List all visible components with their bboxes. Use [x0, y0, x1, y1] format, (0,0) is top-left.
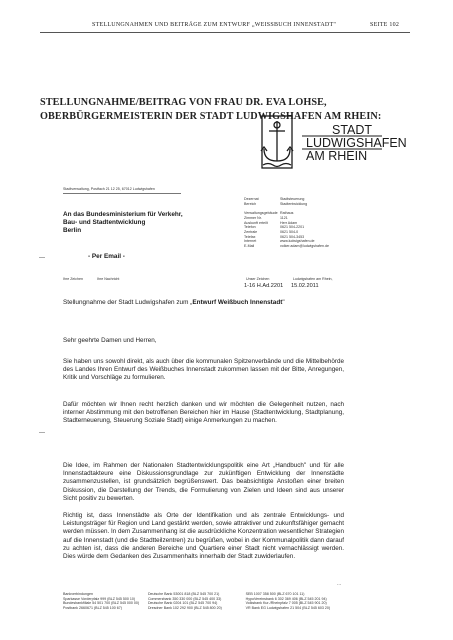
recipient-line: An das Bundesministerium für Verkehr, — [63, 211, 183, 218]
footer-column: Deutsche Bank 53001 818 (BLZ 545 700 21) Commerzbank 350 330 000 (BLZ 545 400 33) Deutsche Bank 0204 101 (BLZ 545 700 94) Dresdner Bank 102 292 900 (BLZ 545 800 20) — [147, 592, 222, 610]
anchor-icon — [252, 113, 412, 173]
letter-subject: Stellungnahme der Stadt Ludwigshafen zum „Entwurf Weißbuch Innenstadt" — [63, 299, 285, 306]
ref-label: Ihre Zeichen — [63, 277, 83, 281]
punch-mark: — — [39, 430, 45, 436]
reference-values — [244, 283, 319, 289]
recipient-address — [63, 211, 183, 235]
page-title-line-2: OBERBÜRGERMEISTERIN DER STADT LUDWIGSHAFEN AM RHEIN: — [40, 111, 382, 122]
info-row: Dezernat Stadtsteuerung — [244, 197, 305, 201]
logo-line-2: LUDWIGSHAFEN — [306, 136, 407, 150]
info-row: Bereich Stadtentwicklung — [244, 201, 308, 206]
letter-date: 15.02.2011 — [291, 283, 319, 289]
footer-column: Bankverbindungen Sparkasse Vorderpfalz 999 (BLZ 545 500 10) Bundesbankfiliale 54 501 700 (BLZ 545 000 00) Postbank 2660671 (BLZ 545 100 67) — [63, 592, 140, 610]
page-title-line-1: STELLUNGNAHME/BEITRAG VON FRAU DR. EVA LOHSE, — [40, 97, 327, 108]
fold-mark: — — [39, 255, 45, 261]
info-row: Internet www.ludwigshafen.de — [244, 239, 315, 244]
info-row: Zentrale 0621 504-0 — [244, 229, 299, 234]
continuation-dots: ... — [337, 581, 342, 587]
info-row: Telefon 0621 504-2201 — [244, 225, 305, 230]
our-reference: 1-16 H.Ad.2201 — [244, 283, 284, 289]
sender-address-line: Stadtverwaltung, Postfach 21 12 25, 67012 Ludwigshafen — [63, 187, 155, 191]
city-logo — [252, 113, 412, 173]
info-row: Zimmer Nr. 1121 — [244, 215, 288, 220]
logo-line-3: AM RHEIN — [306, 149, 368, 163]
header-rule — [40, 32, 410, 33]
footer-column: SEB 1007 358 500 (BLZ 670 101 11) HypoVereinsbank 6 302 369 406 (BLZ 545 201 94) Volksbank Kur-/Rheinpfalz 7 005 (BLZ 545 901 20) VR Bank EG Ludwigshafen 21 504 (BLZ 545 603 20) — [245, 592, 331, 610]
ref-label: Ludwigshafen am Rhein, — [293, 277, 333, 281]
running-header-title: STELLUNGNAHMEN UND BEITRÄGE ZUM ENTWURF „WEISSBUCH INNENSTADT" — [92, 22, 337, 28]
info-row: Telefax 0621 504-3453 — [244, 234, 305, 239]
email-note: - Per Email - — [88, 253, 125, 260]
contact-info-block — [244, 197, 329, 249]
bank-footer — [63, 592, 353, 610]
info-row: Verwaltungsgebäude Rathaus — [244, 211, 294, 216]
recipient-line: Berlin — [63, 227, 82, 235]
ref-label: Ihre Nachricht — [97, 277, 120, 281]
info-row: E-Mail volker.adam@ludwigshafen.de — [244, 244, 329, 249]
recipient-line: Bau- und Stadtentwicklung — [63, 219, 146, 227]
letter-greeting: Sehr geehrte Damen und Herren, — [63, 337, 157, 344]
body-paragraph: Richtig ist, dass Innenstädte als Orte der Identifikation und als zentrale Entwicklungs- und Leistungsträger für Region und Land gestärkt werden, sowie attraktiver und zukunftsfähiger gemacht werden müssen. In dem Zusammenhang ist die ausdrückliche Konzentration wesentlicher Strategien auf die Innenstadt (und die Stadtteilzentren) zu begrüßen, wobei in der Kommunalpolitik dann darauf zu achten ist, dass die anderen Bereiche und Quartiere einer Stadt nicht vernachlässigt werden. Dies würde dem Gedanken des Zusammenhalts innerhalb der Stadt zuwiderlaufen. — [63, 512, 344, 561]
body-paragraph: Die Idee, im Rahmen der Nationalen Stadtentwicklungspolitik eine Art „Handbuch" und für alle Innenstadtakteure eine Diskussionsgrundlage zur zukünftigen Entwicklung der Innenstädte zusammenzustellen, ist grundsätzlich begrüßenswert. Das beabsichtigte Anstoßen einer breiten Diskussion, die Darstellung der Trends, die Formulierung von Zielen und Ideen sind aus unserer Sicht positiv zu bewerten. — [63, 462, 344, 502]
sender-rule — [63, 193, 181, 194]
body-paragraph: Dafür möchten wir Ihnen recht herzlich danken und wir möchten die Gelegenheit nutzen, nach interner Abstimmung mit den betroffenen Bereichen hier im Hause (Stadtentwicklung, Stadtplanung, Stadterneuerung, Steuerung Soziale Stadt) einige Anmerkungen zu machen. — [63, 401, 344, 425]
ref-label: Unser Zeichen — [246, 277, 270, 281]
reference-labels — [63, 277, 333, 282]
body-paragraph: Sie haben uns sowohl direkt, als auch über die kommunalen Spitzenverbände und die Mittelbehörde des Landes Ihren Entwurf des Weißbuches Innenstadt zukommen lassen mit der Bitte, Anregungen, Kritik und Vorschläge zu formulieren. — [63, 358, 344, 382]
page-number: SEITE 102 — [370, 22, 400, 28]
info-row: Auskunft erteilt Herr Adam — [244, 220, 298, 225]
logo-line-1: STADT — [332, 123, 373, 137]
